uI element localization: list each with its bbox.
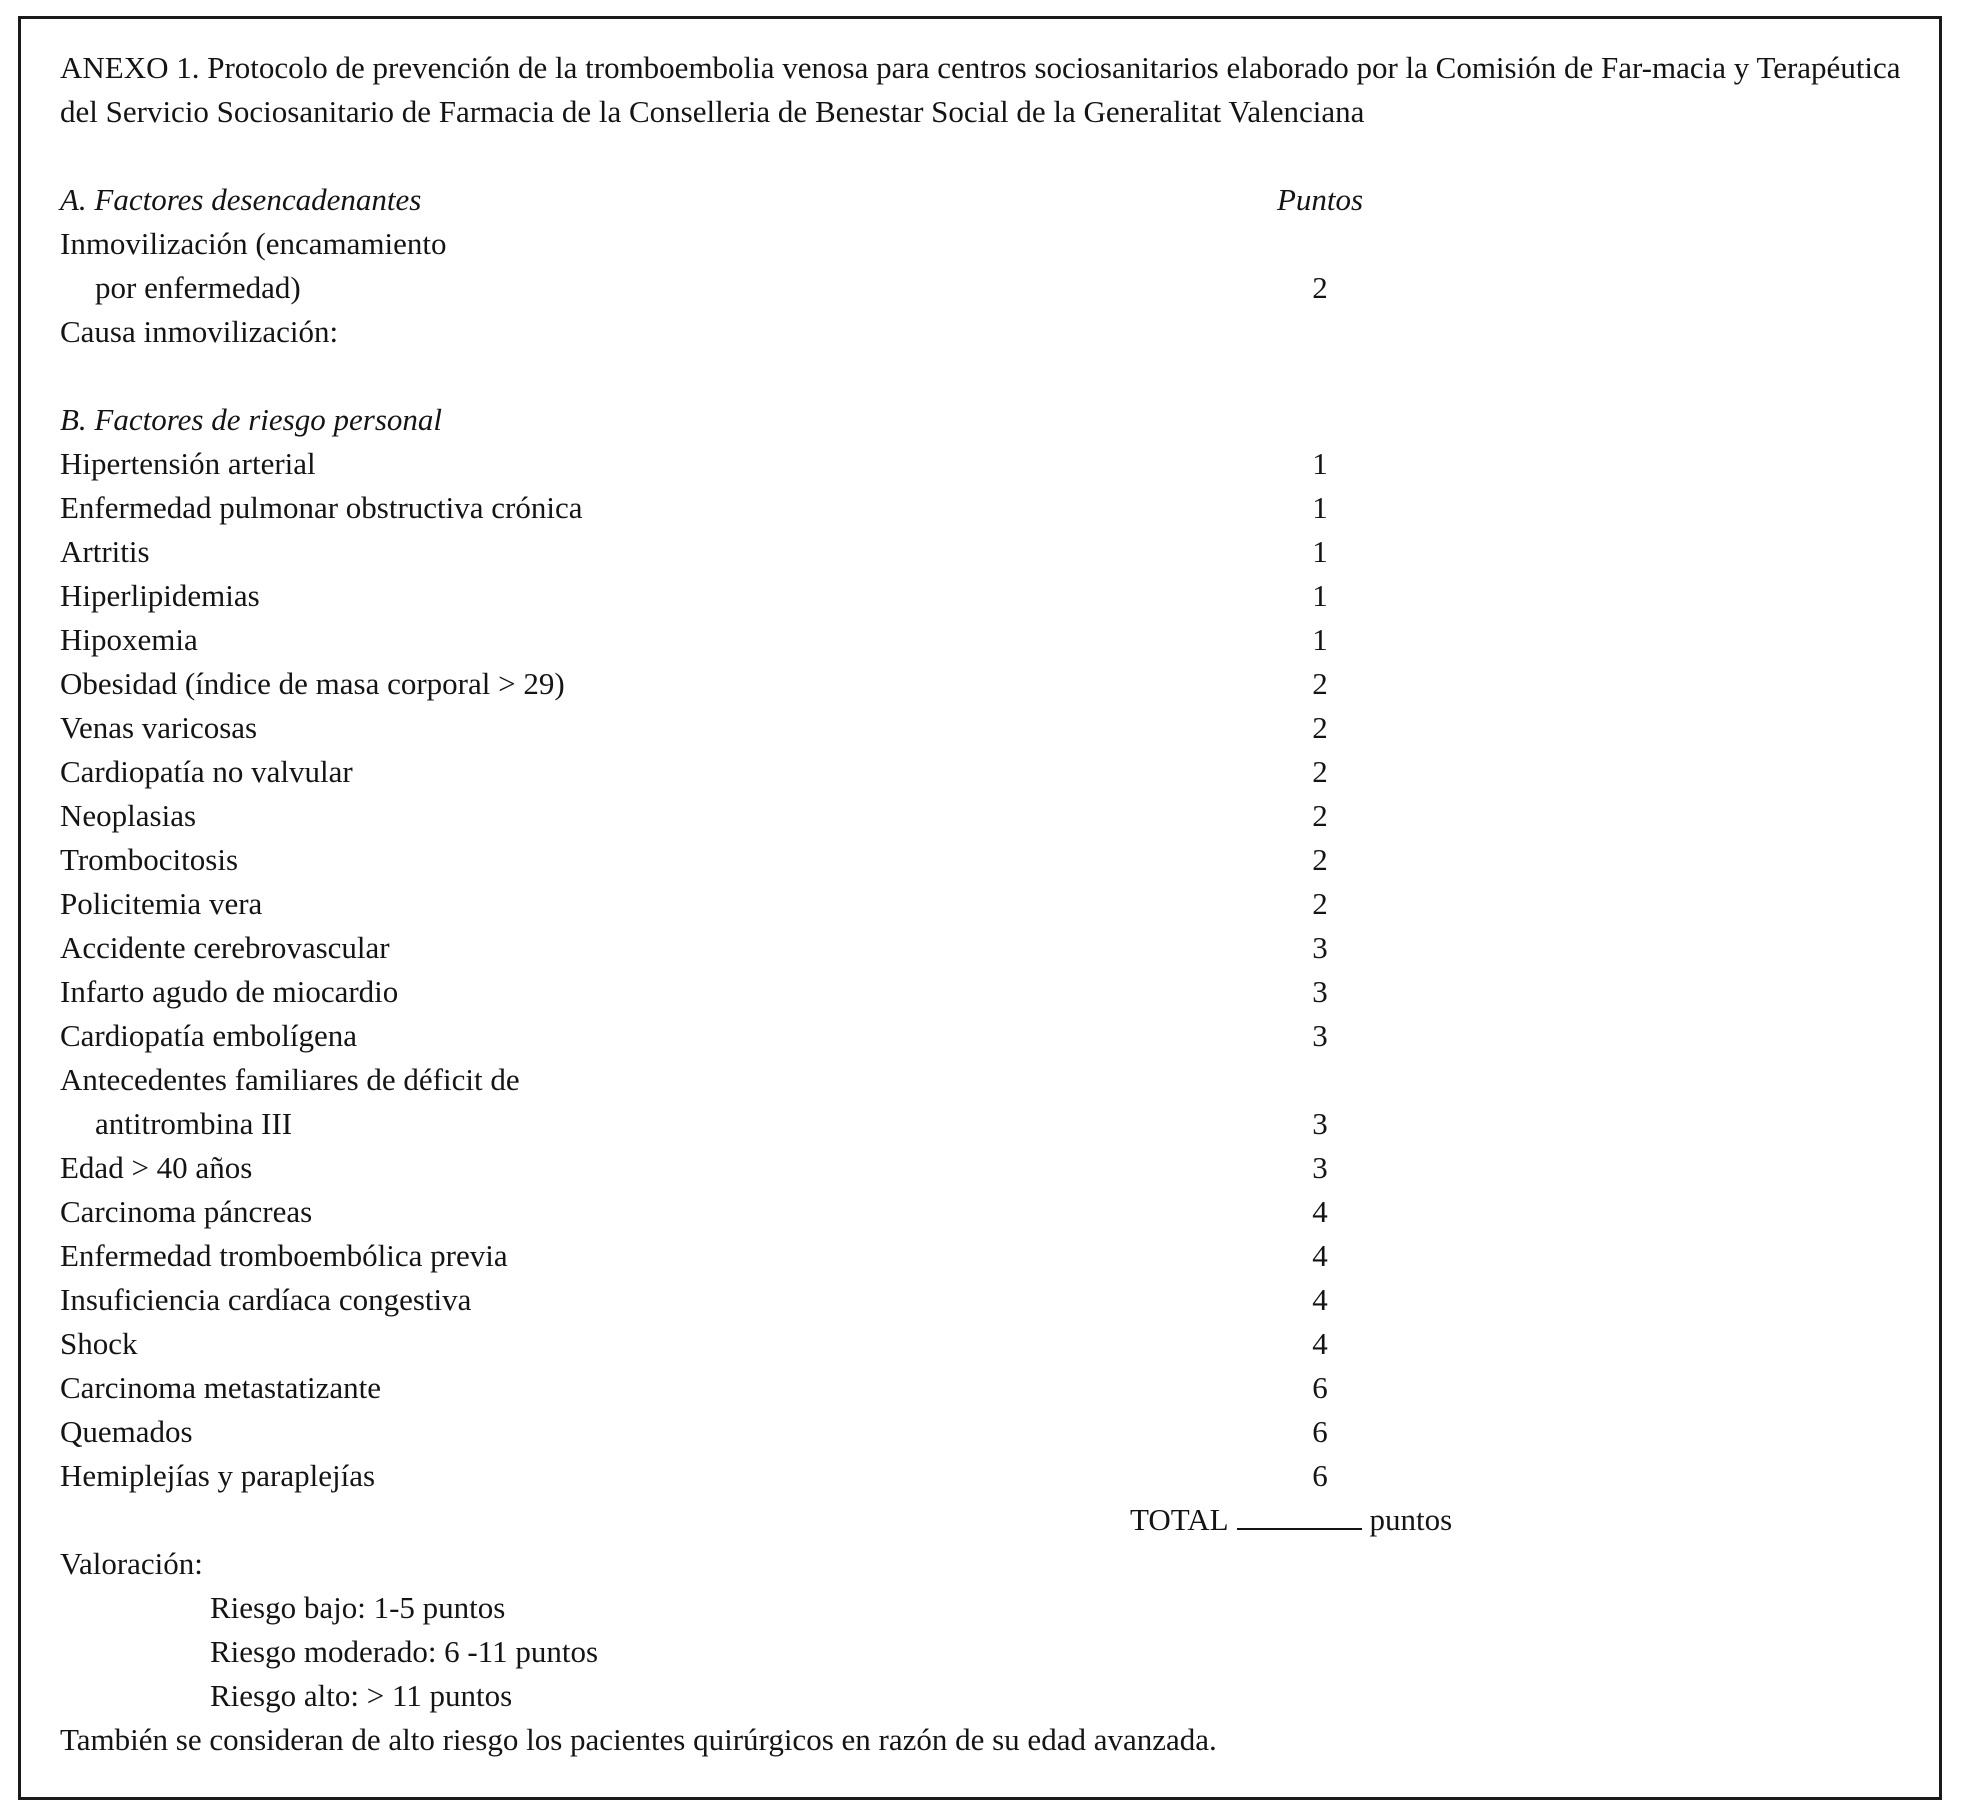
risk-factor-points: 1: [1312, 534, 1328, 569]
antithrombin-points: 3: [1312, 1106, 1328, 1141]
risk-factor-label: Trombocitosis: [60, 842, 239, 877]
risk-factor-points: 3: [1312, 930, 1328, 965]
risk-factor-row: [60, 970, 1940, 1014]
risk-factor-row: [60, 530, 1940, 574]
risk-factor-label: Enfermedad tromboembólica previa: [60, 1238, 508, 1273]
risk-factor-label: Edad > 40 años: [60, 1150, 253, 1185]
total-row: [60, 1498, 1940, 1542]
valoracion-heading: Valoración:: [60, 1546, 203, 1581]
valoracion-item-row: [60, 1586, 1940, 1630]
risk-factor-points: 3: [1312, 1150, 1328, 1185]
risk-factor-points: 1: [1312, 578, 1328, 613]
footnote: También se consideran de alto riesgo los pacientes quirúrgicos en razón de su edad avanzada.: [60, 1722, 1217, 1757]
risk-factor-row: [60, 618, 1940, 662]
risk-factor-points: 6: [1312, 1370, 1328, 1405]
risk-factor-row: [60, 1454, 1940, 1498]
risk-level-high: Riesgo alto: > 11 puntos: [210, 1678, 513, 1713]
points-column-header: Puntos: [1276, 182, 1364, 217]
risk-factor-row: [60, 662, 1940, 706]
risk-factor-points: 4: [1312, 1238, 1328, 1273]
risk-factor-row: [60, 486, 1940, 530]
risk-factor-points: 4: [1312, 1282, 1328, 1317]
risk-factor-points: 1: [1312, 490, 1328, 525]
risk-factor-points: 4: [1312, 1194, 1328, 1229]
risk-factor-label: Enfermedad pulmonar obstructiva crónica: [60, 490, 583, 525]
risk-factor-points: 2: [1312, 710, 1328, 745]
risk-factor-row: [60, 926, 1940, 970]
total-blank-line[interactable]: [1237, 1502, 1362, 1530]
section-a-header-row: [60, 178, 1940, 222]
valoracion-item-row: [60, 1674, 1940, 1718]
risk-factor-row: [60, 1234, 1940, 1278]
risk-factor-label: Artritis: [60, 534, 150, 569]
risk-factor-points: 3: [1312, 974, 1328, 1009]
valoracion-row: [60, 1542, 1940, 1586]
risk-factor-label: Hiperlipidemias: [60, 578, 260, 613]
risk-factor-row: [60, 1278, 1940, 1322]
risk-factor-points: 2: [1312, 842, 1328, 877]
risk-factor-row: [60, 1410, 1940, 1454]
risk-factor-points: 2: [1312, 798, 1328, 833]
risk-factor-row: [60, 1322, 1940, 1366]
annex-frame: [18, 16, 1942, 1800]
risk-level-low: Riesgo bajo: 1-5 puntos: [210, 1590, 506, 1625]
risk-factor-label: Policitemia vera: [60, 886, 263, 921]
total-label: TOTAL: [1130, 1502, 1229, 1537]
annex-content: [60, 46, 1940, 1762]
risk-factor-label: Insuficiencia cardíaca congestiva: [60, 1282, 472, 1317]
risk-factor-points: 2: [1312, 886, 1328, 921]
risk-factor-row: [60, 706, 1940, 750]
risk-factor-row: [60, 882, 1940, 926]
risk-factor-label: Hipertensión arterial: [60, 446, 316, 481]
risk-factor-label: Carcinoma metastatizante: [60, 1370, 382, 1405]
section-a-item-line1: [60, 222, 1940, 266]
risk-factor-row: [60, 838, 1940, 882]
risk-factor-label: Cardiopatía no valvular: [60, 754, 353, 789]
risk-factor-points: 1: [1312, 622, 1328, 657]
risk-factor-row: [60, 1146, 1940, 1190]
risk-factor-row: [60, 1190, 1940, 1234]
section-b-heading: B. Factores de riesgo personal: [60, 402, 442, 437]
risk-factor-points: 4: [1312, 1326, 1328, 1361]
spacer: [60, 354, 1940, 398]
antithrombin-label-line2: antitrombina III: [95, 1106, 293, 1141]
footnote-row: [60, 1718, 1940, 1762]
risk-factor-row: [60, 750, 1940, 794]
section-b-header-row: [60, 398, 1940, 442]
immobilization-label-line1: Inmovilización (encamamiento: [60, 226, 447, 261]
risk-factor-points: 1: [1312, 446, 1328, 481]
section-a-heading: A. Factores desencadenantes: [60, 182, 422, 217]
risk-factor-row: [60, 574, 1940, 618]
risk-factor-row: [60, 1014, 1940, 1058]
spacer: [60, 134, 1940, 178]
risk-factor-label: Carcinoma páncreas: [60, 1194, 313, 1229]
cause-label: Causa inmovilización:: [60, 314, 339, 349]
immobilization-label-line2: por enfermedad): [95, 270, 301, 305]
risk-factor-points: 2: [1312, 754, 1328, 789]
risk-level-moderate: Riesgo moderado: 6 -11 puntos: [210, 1634, 599, 1669]
risk-factor-row-multiline-2: [60, 1102, 1940, 1146]
annex-title: ANEXO 1. Protocolo de prevención de la tromboembolia venosa para centros sociosanitarios elaborado por la Comisión de Far-macia y Terapéutica del Servicio Sociosanitario de Farmacia de la Conselleria de Benestar Social de la Generalitat Valenciana: [60, 50, 1901, 129]
risk-factor-label: Accidente cerebrovascular: [60, 930, 390, 965]
risk-factor-label: Hipoxemia: [60, 622, 198, 657]
risk-factor-label: Hemiplejías y paraplejías: [60, 1458, 376, 1493]
section-a-item-line2: [60, 266, 1940, 310]
total-unit: puntos: [1369, 1502, 1453, 1537]
risk-factor-points: 6: [1312, 1414, 1328, 1449]
risk-factor-label: Cardiopatía embolígena: [60, 1018, 357, 1053]
cause-row: [60, 310, 1940, 354]
risk-factor-label: Obesidad (índice de masa corporal > 29): [60, 666, 565, 701]
risk-factor-row: [60, 1366, 1940, 1410]
risk-factor-label: Shock: [60, 1326, 138, 1361]
valoracion-item-row: [60, 1630, 1940, 1674]
antithrombin-label-line1: Antecedentes familiares de déficit de: [60, 1062, 520, 1097]
risk-factor-label: Quemados: [60, 1414, 193, 1449]
risk-factor-points: 6: [1312, 1458, 1328, 1493]
total-field: [1130, 1498, 1452, 1542]
risk-factor-row: [60, 794, 1940, 838]
risk-factor-points: 2: [1312, 666, 1328, 701]
risk-factor-row-multiline-1: [60, 1058, 1940, 1102]
risk-factor-label: Neoplasias: [60, 798, 197, 833]
risk-factor-row: [60, 442, 1940, 486]
risk-factor-points: 3: [1312, 1018, 1328, 1053]
risk-factor-label: Infarto agudo de miocardio: [60, 974, 399, 1009]
immobilization-points: 2: [1312, 270, 1328, 305]
risk-factor-label: Venas varicosas: [60, 710, 258, 745]
